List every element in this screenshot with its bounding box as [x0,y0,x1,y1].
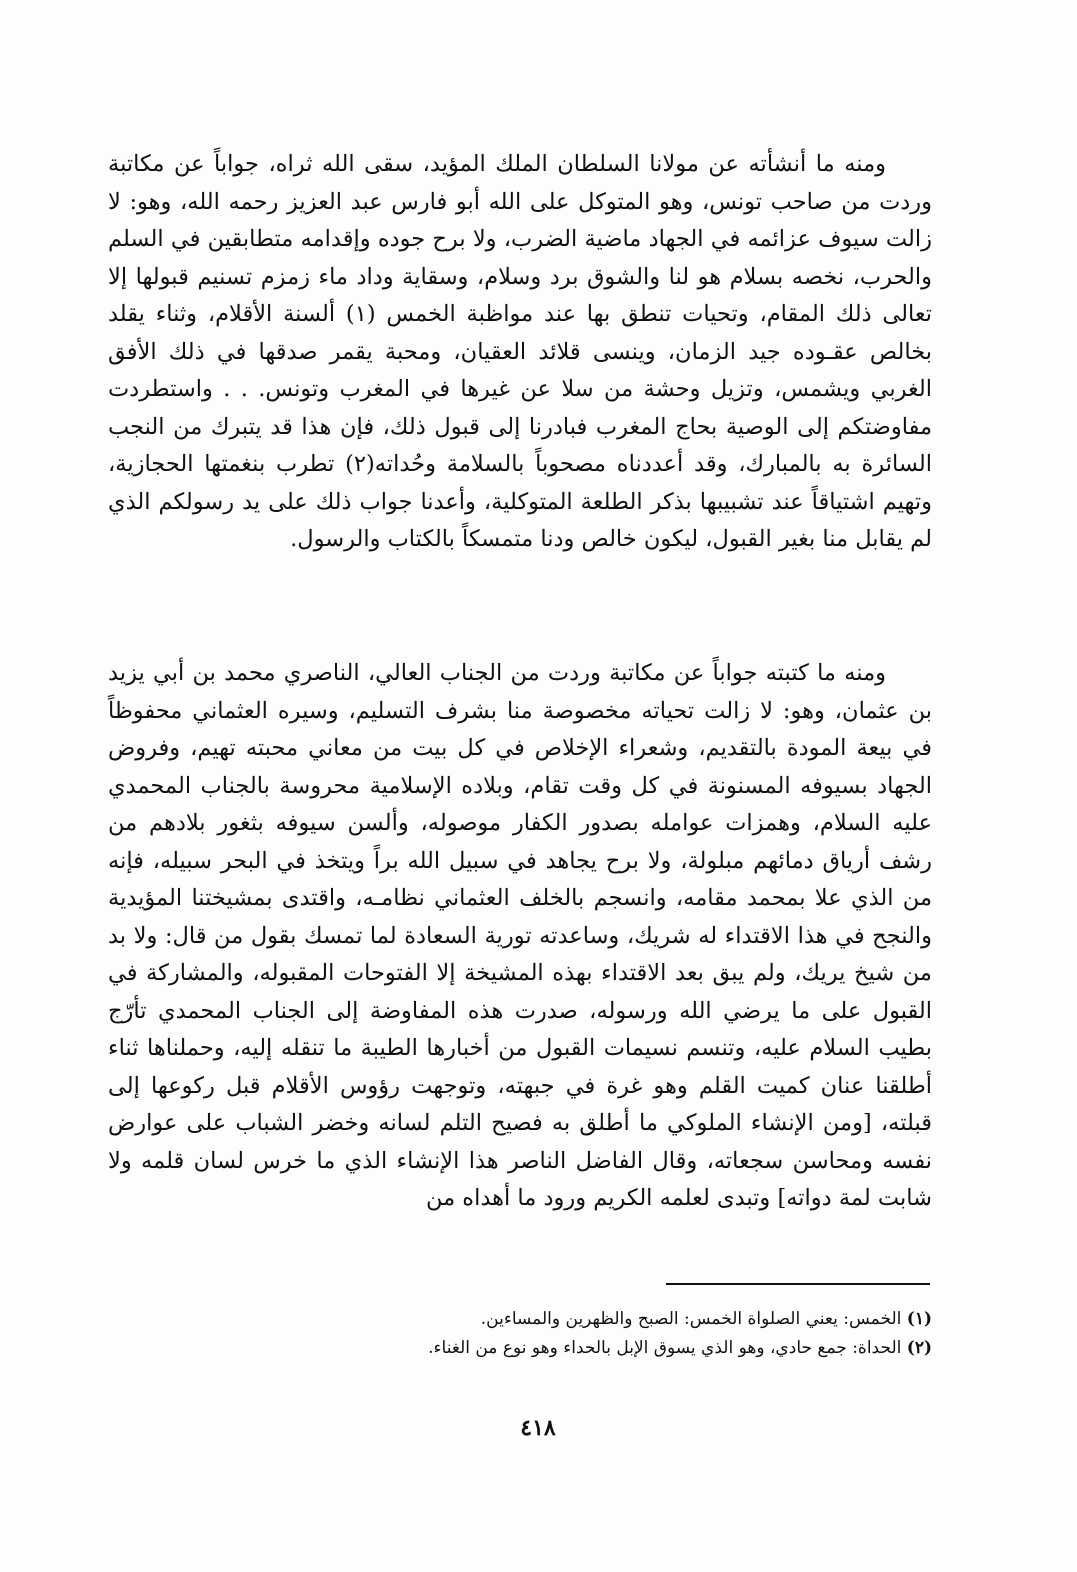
body-paragraph-2 [108,655,932,1218]
footnote-1 [108,1305,932,1334]
paragraph-text: ومنه ما أنشأته عن مولانا السلطان الملك المؤيد، سقى الله ثراه، جواباً عن مكاتبة وردت من صاحب تونس، وهو المتوكل على الله أبو فارس عبد العزيز رحمه الله، وهو: لا زالت سيوف عزائمه في الجهاد ماضية الضرب، ولا برح جوده وإقدامه متطابقين في السلم والحرب، نخصه بسلام هو لنا والشوق برد وسلام، وسقاية وداد ماء زمزم تسنيم قبولها إلا تعالى ذلك المقام، وتحيات تنطق بها عند مواظبة الخمس (١) ألسنة الأقلام، وثناء يقلد بخالص عقـوده جيد الزمان، وينسى قلائد العقيان، ومحبة يقمر صدقها في ذلك الأفق الغربي ويشمس، وتزيل وحشة من سلا عن غيرها في المغرب وتونس. . . واستطردت مفاوضتكم إلى الوصية بحاج المغرب فبادرنا إلى قبول ذلك، فإن هذا قد يتبرك من النجب السائرة به بالمبارك، وقد أعددناه مصحوباً بالسلامة وحُداته(٢) تطرب بنغمتها الحجازية، وتهيم اشتياقاً عند تشبيبها بذكر الطلعة المتوكلية، وأعدنا جواب ذلك على يد رسولكم الذي لم يقابل منا بغير القبول، ليكون خالص ودنا متمسكاً بالكتاب والرسول. [108,151,932,552]
paragraph-text: ومنه ما كتبته جواباً عن مكاتبة وردت من الجناب العالي، الناصري محمد بن أبي يزيد بن عثمان، وهو: لا زالت تحياته مخصوصة منا بشرف التسليم، وسيره العثماني محفوظاً في بيعة المودة بالتقديم، وشعراء الإخلاص في كل بيت من معاني محبته تهيم، وفروض الجهاد بسيوفه المسنونة في كل وقت تقام، وبلاده الإسلامية محروسة بالجناب المحمدي عليه السلام، وهمزات عوامله بصدور الكفار موصوله، وألسن سيوفه بثغور بلادهم من رشف أرياق دمائهم مبلولة، ولا برح يجاهد في سبيل الله براً ويتخذ في البحر سبيله، فإنه من الذي علا بمحمد مقامه، وانسجم بالخلف العثماني نظامـه، واقتدى بمشيختنا المؤيدية والنجح في هذا الاقتداء له شريك، وساعدته تورية السعادة لما تمسك بقول من قال: ولا بد من شيخ يريك، ولم يبق بعد الاقتداء بهذه المشيخة إلا الفتوحات المقبوله، والمشاركة في القبول على ما يرضي الله ورسوله، صدرت هذه المفاوضة إلى الجناب المحمدي تأرّج بطيب السلام عليه، وتنسم نسيمات القبول من أخبارها الطيبة ما تنقله إليه، وحملناها ثناء أطلقنا عنان كميت القلم وهو غرة في جبهته، وتوجهت رؤوس الأقلام قبل ركوعها إلى قبلته، [ومن الإنشاء الملوكي ما أطلق به فصيح التلم لسانه وخضر الشباب على عوارض نفسه ومحاسن سجعاته، وقال الفاضل الناصر هذا الإنشاء الذي ما خرس لسان قلمه ولا شابت لمة دواته] وتبدى لعلمه الكريم ورود ما أهداه من [108,660,932,1211]
footnote-text: الخمس: يعني الصلواة الخمس: الصبح والظهرين والمساءين. [480,1309,902,1329]
page-number: ٤١٨ [520,1415,556,1441]
footnote-number: (٢) [906,1338,932,1358]
footnote-text: الحداة: جمع حادي، وهو الذي يسوق الإبل بالحداء وهو نوع من الغناء. [428,1338,902,1358]
body-paragraph-1 [108,146,932,559]
footnote-number: (١) [906,1309,932,1329]
footnotes [108,1305,932,1363]
footnote-2 [108,1334,932,1363]
footnote-separator [666,1283,930,1285]
